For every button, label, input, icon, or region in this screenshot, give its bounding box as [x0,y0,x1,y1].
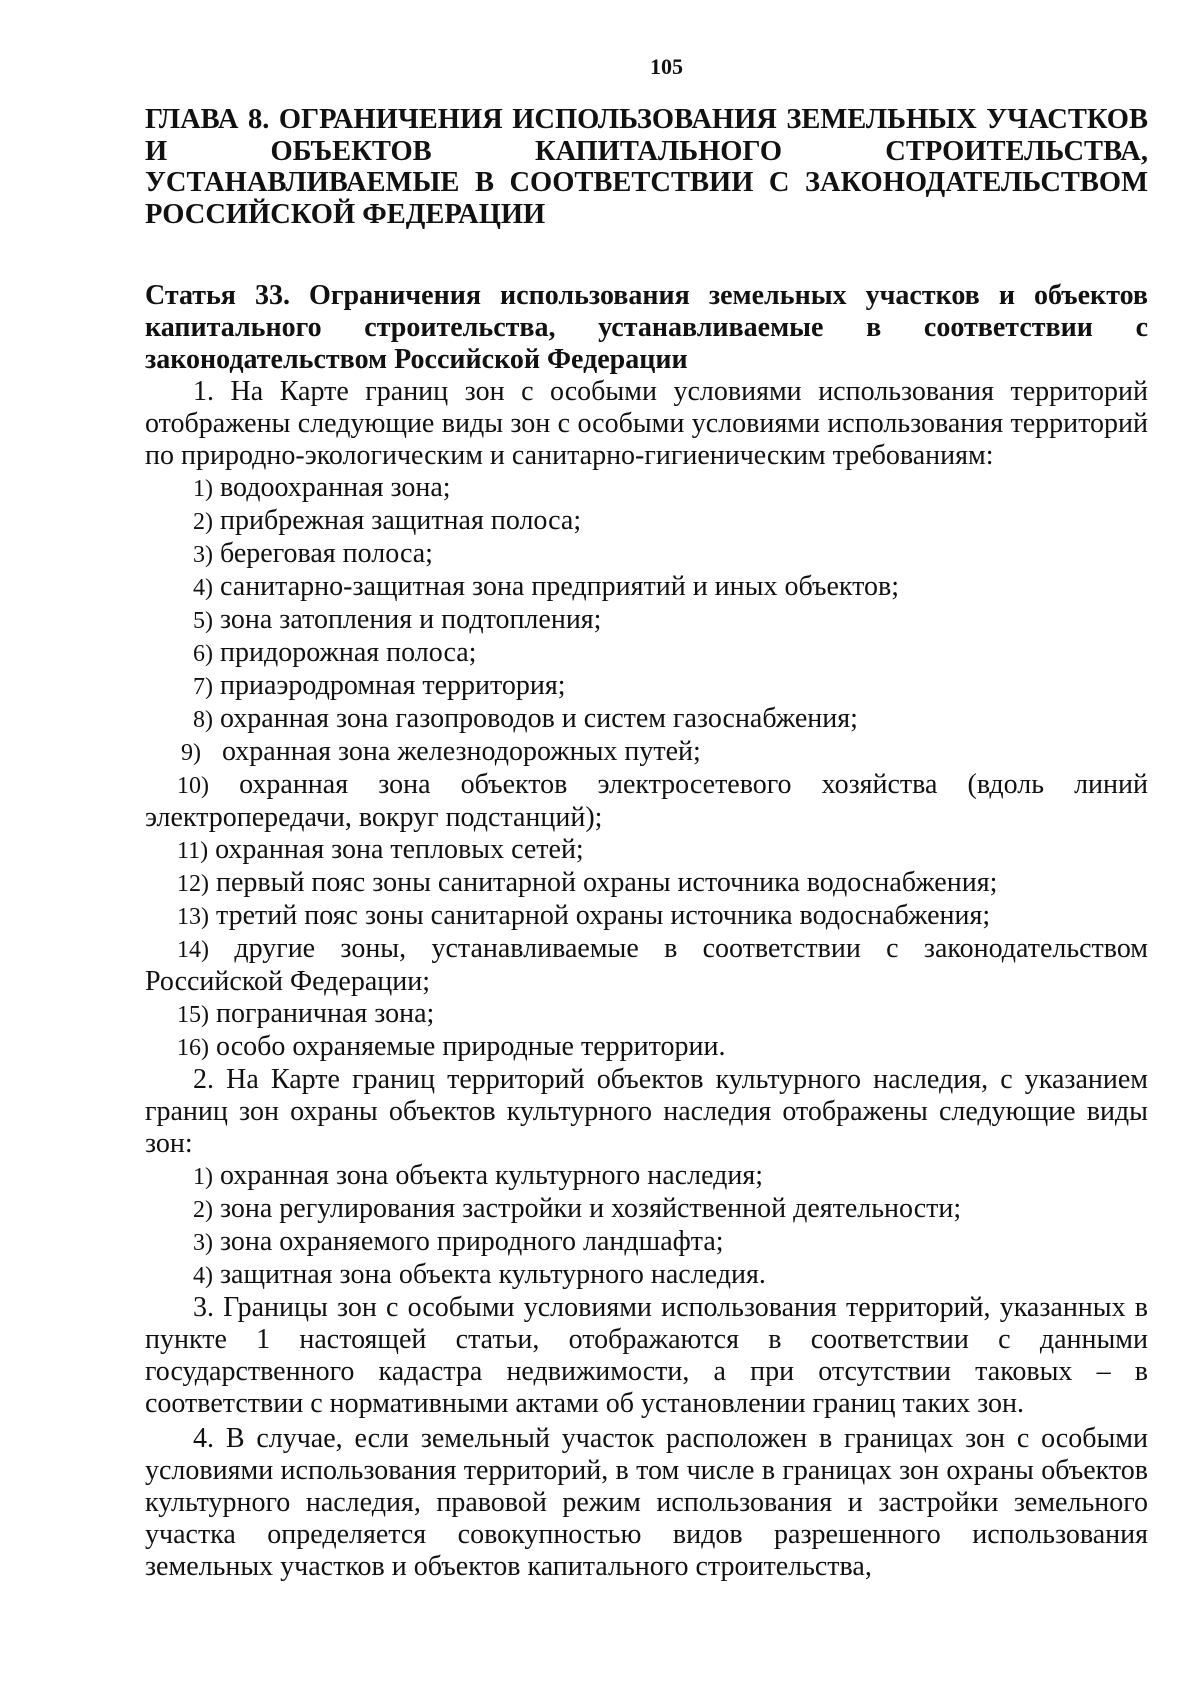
list-item [145,1160,1148,1193]
list-item [145,604,1148,637]
list-item [145,867,1148,900]
list-item-text: охранная зона тепловых сетей; [215,834,584,865]
list-item-number: 2) [193,1197,213,1223]
list-item-number: 13) [177,904,209,930]
list-item-number: 7) [193,674,213,700]
page-number: 105 [650,54,683,79]
paragraph-2: 2. На Карте границ территорий объектов культурного наследия, с указанием границ зон охраны объектов культурного наследия отображены следующие виды зон: [145,1064,1148,1159]
list-item-text: охранная зона объекта культурного наследия; [220,1160,764,1191]
list-item-text: зона охраняемого природного ландшафта; [220,1226,724,1257]
list-item-text: береговая полоса; [220,538,433,569]
zones-list-1 [145,472,1148,1064]
list-item-number: 1) [193,476,213,502]
list-item [145,1031,1148,1064]
list-item-text: первый пояс зоны санитарной охраны источника водоснабжения; [216,867,998,898]
list-item-text: приаэродромная территория; [220,670,566,701]
list-item-text: прибрежная защитная полоса; [220,505,582,536]
paragraph-1: 1. На Карте границ зон с особыми условиями использования территорий отображены следующие виды зон с особыми условиями использования территорий по природно-экологическим и санитарно-гигиеническим требованиям: [145,376,1148,471]
list-item-text: охранная зона объектов электросетевого хозяйства (вдоль линий электропередачи, вокруг подстанций); [145,769,1148,833]
list-item-text: придорожная полоса; [220,637,477,668]
list-item-number: 2) [193,509,213,535]
zones-list-2 [145,1160,1148,1292]
list-item [145,834,1148,867]
list-item-number: 15) [177,1002,209,1028]
list-item-text: другие зоны, устанавливаемые в соответствии с законодательством Российской Федерации; [145,933,1148,997]
list-item-text: зона затопления и подтопления; [220,604,602,635]
list-item-number: 4) [193,1263,213,1289]
list-item-text: охранная зона железнодорожных путей; [222,736,701,767]
document-page [145,52,1148,1583]
list-item-text: пограничная зона; [216,998,435,1029]
list-item [145,900,1148,933]
list-item-text: зона регулирования застройки и хозяйственной деятельности; [220,1193,962,1224]
list-item-number: 6) [193,641,213,667]
list-item-number: 10) [177,773,209,799]
list-item [145,670,1148,703]
list-item [145,505,1148,538]
list-item-number: 11) [177,838,209,864]
list-item-number: 5) [193,608,213,634]
list-item-number: 3) [193,542,213,568]
list-item-number: 4) [193,575,213,601]
list-item-number: 14) [177,937,209,963]
list-item-number: 8) [193,707,213,733]
list-item-number: 16) [177,1035,209,1061]
list-item [145,1193,1148,1226]
article-title: Статья 33. Ограничения использования земельных участков и объектов капитального строительства, устанавливаемые в соответствии с законодательством Российской Федерации [145,280,1148,375]
list-item [145,703,1148,736]
list-item [145,538,1148,571]
paragraph-4: 4. В случае, если земельный участок расположен в границах зон с особыми условиями использования территорий, в том числе в границах зон охраны объектов культурного наследия, правовой режим использования и застройки земельного участка определяется совокупностью видов разрешенного использования земельных участков и объектов капитального строительства, [145,1423,1148,1582]
list-item-text: особо охраняемые природные территории. [216,1031,726,1062]
list-item [145,637,1148,670]
list-item [145,472,1148,505]
list-item [145,1226,1148,1259]
list-item-number: 12) [177,871,209,897]
list-item-text: охранная зона газопроводов и систем газоснабжения; [220,703,858,734]
list-item-text: третий пояс зоны санитарной охраны источника водоснабжения; [216,900,991,931]
chapter-title: ГЛАВА 8. ОГРАНИЧЕНИЯ ИСПОЛЬЗОВАНИЯ ЗЕМЕЛЬНЫХ УЧАСТКОВ И ОБЪЕКТОВ КАПИТАЛЬНОГО СТРОИТЕЛЬСТВА, УСТАНАВЛИВАЕМЫЕ В СООТВЕТСТВИИ С ЗАКОНОДАТЕЛЬСТВОМ РОССИЙСКОЙ ФЕДЕРАЦИИ [145,104,1148,230]
list-item [145,736,1148,769]
list-item-text: защитная зона объекта культурного наследия. [220,1259,766,1290]
list-item [145,998,1148,1031]
list-item-text: водоохранная зона; [220,472,451,503]
list-item-number: 9) [181,740,201,766]
list-item [145,571,1148,604]
list-item-number: 3) [193,1230,213,1256]
list-item-text: санитарно-защитная зона предприятий и иных объектов; [220,571,900,602]
list-item-number: 1) [193,1164,213,1190]
paragraph-3: 3. Границы зон с особыми условиями использования территорий, указанных в пункте 1 настоящей статьи, отображаются в соответствии с данными государственного кадастра недвижимости, а при отсутствии таковых – в соответствии с нормативными актами об установлении границ таких зон. [145,1292,1148,1419]
list-item [145,769,1148,834]
list-item [145,1259,1148,1292]
list-item [145,933,1148,998]
